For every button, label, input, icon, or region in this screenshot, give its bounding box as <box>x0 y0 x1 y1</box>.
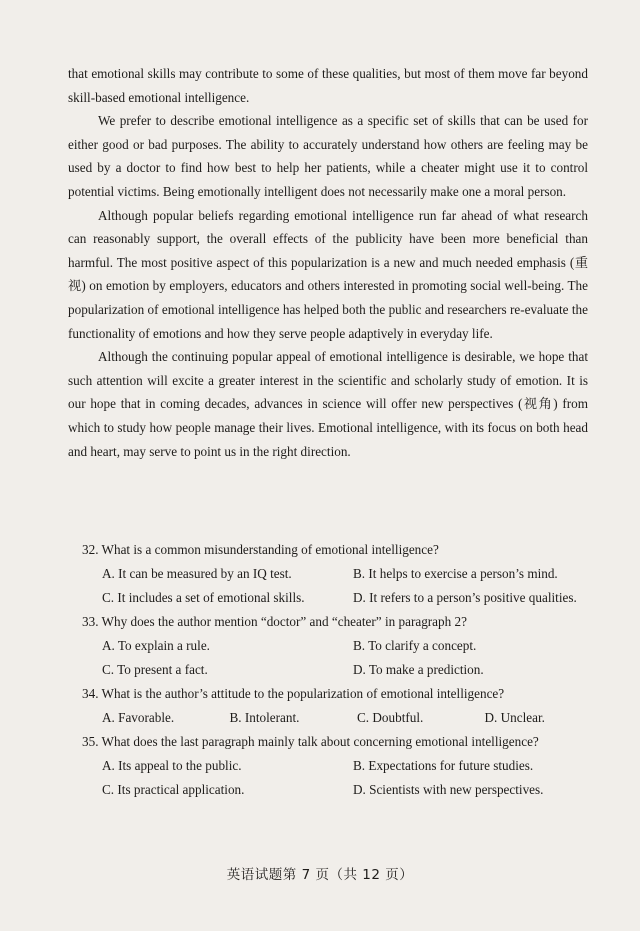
option-a: A. Favorable. <box>102 710 175 725</box>
passage-paragraph-continuation: that emotional skills may contribute to some of these qualities, but most of them move far beyond skill-based emotional intelligence. <box>68 66 588 105</box>
answer-options <box>82 634 592 682</box>
question-32 <box>82 538 592 610</box>
option-c: C. Its practical application. <box>102 782 245 797</box>
option-d: D. Unclear. <box>484 710 545 725</box>
answer-options <box>82 562 592 610</box>
option-c: C. It includes a set of emotional skills. <box>102 590 305 605</box>
option-d: D. Scientists with new perspectives. <box>353 782 544 797</box>
passage-paragraph-3: Although popular beliefs regarding emotional intelligence run far ahead of what research can reasonably support, the overall effects of the publicity have been more beneficial than harmful. The most positive aspect of this popularization is a new and much needed emphasis (重视) on emotion by employers, educators and others interested in promoting social well-being. The popularization of emotional intelligence has helped both the public and researchers re-evaluate the functionality of emotions and how they serve people adaptively in everyday life. <box>68 207 588 341</box>
option-a: A. It can be measured by an IQ test. <box>102 566 292 581</box>
option-d: D. To make a prediction. <box>353 662 484 677</box>
option-a: A. Its appeal to the public. <box>102 758 242 773</box>
option-a: A. To explain a rule. <box>102 638 210 653</box>
page-footer: 英语试题第 7 页（共 12 页） <box>226 867 414 883</box>
option-b: B. Intolerant. <box>229 710 300 725</box>
question-list <box>82 538 592 802</box>
question-33 <box>82 610 592 682</box>
option-c: C. To present a fact. <box>102 662 208 677</box>
passage-paragraph-2: We prefer to describe emotional intelligence as a specific set of skills that can be used for either good or bad purposes. The ability to accurately understand how others are feeling may be used by a doctor to find how best to help her patients, while a cheater might use it to control potential victims. Being emotionally intelligent does not necessarily make one a moral person. <box>68 113 588 199</box>
option-b: B. It helps to exercise a person’s mind. <box>353 566 558 581</box>
reading-passage <box>68 62 588 463</box>
option-b: B. To clarify a concept. <box>353 638 477 653</box>
question-34 <box>82 682 592 730</box>
question-stem: 34. What is the author’s attitude to the popularization of emotional intelligence? <box>82 686 505 701</box>
option-c: C. Doubtful. <box>357 710 424 725</box>
option-b: B. Expectations for future studies. <box>353 758 534 773</box>
answer-options <box>82 706 592 730</box>
option-d: D. It refers to a person’s positive qualities. <box>353 590 577 605</box>
answer-options <box>82 754 592 802</box>
question-stem: 35. What does the last paragraph mainly talk about concerning emotional intelligence? <box>82 734 539 749</box>
question-35 <box>82 730 592 802</box>
passage-paragraph-4: Although the continuing popular appeal of emotional intelligence is desirable, we hope that such attention will excite a greater interest in the scientific and scholarly study of emotion. It is our hope that in coming decades, advances in science will offer new perspectives (视角) from which to study how people manage their lives. Emotional intelligence, with its focus on both head and heart, may serve to point us in the right direction. <box>68 349 588 459</box>
question-stem: 32. What is a common misunderstanding of emotional intelligence? <box>82 542 439 557</box>
question-stem: 33. Why does the author mention “doctor” and “cheater” in paragraph 2? <box>82 614 467 629</box>
